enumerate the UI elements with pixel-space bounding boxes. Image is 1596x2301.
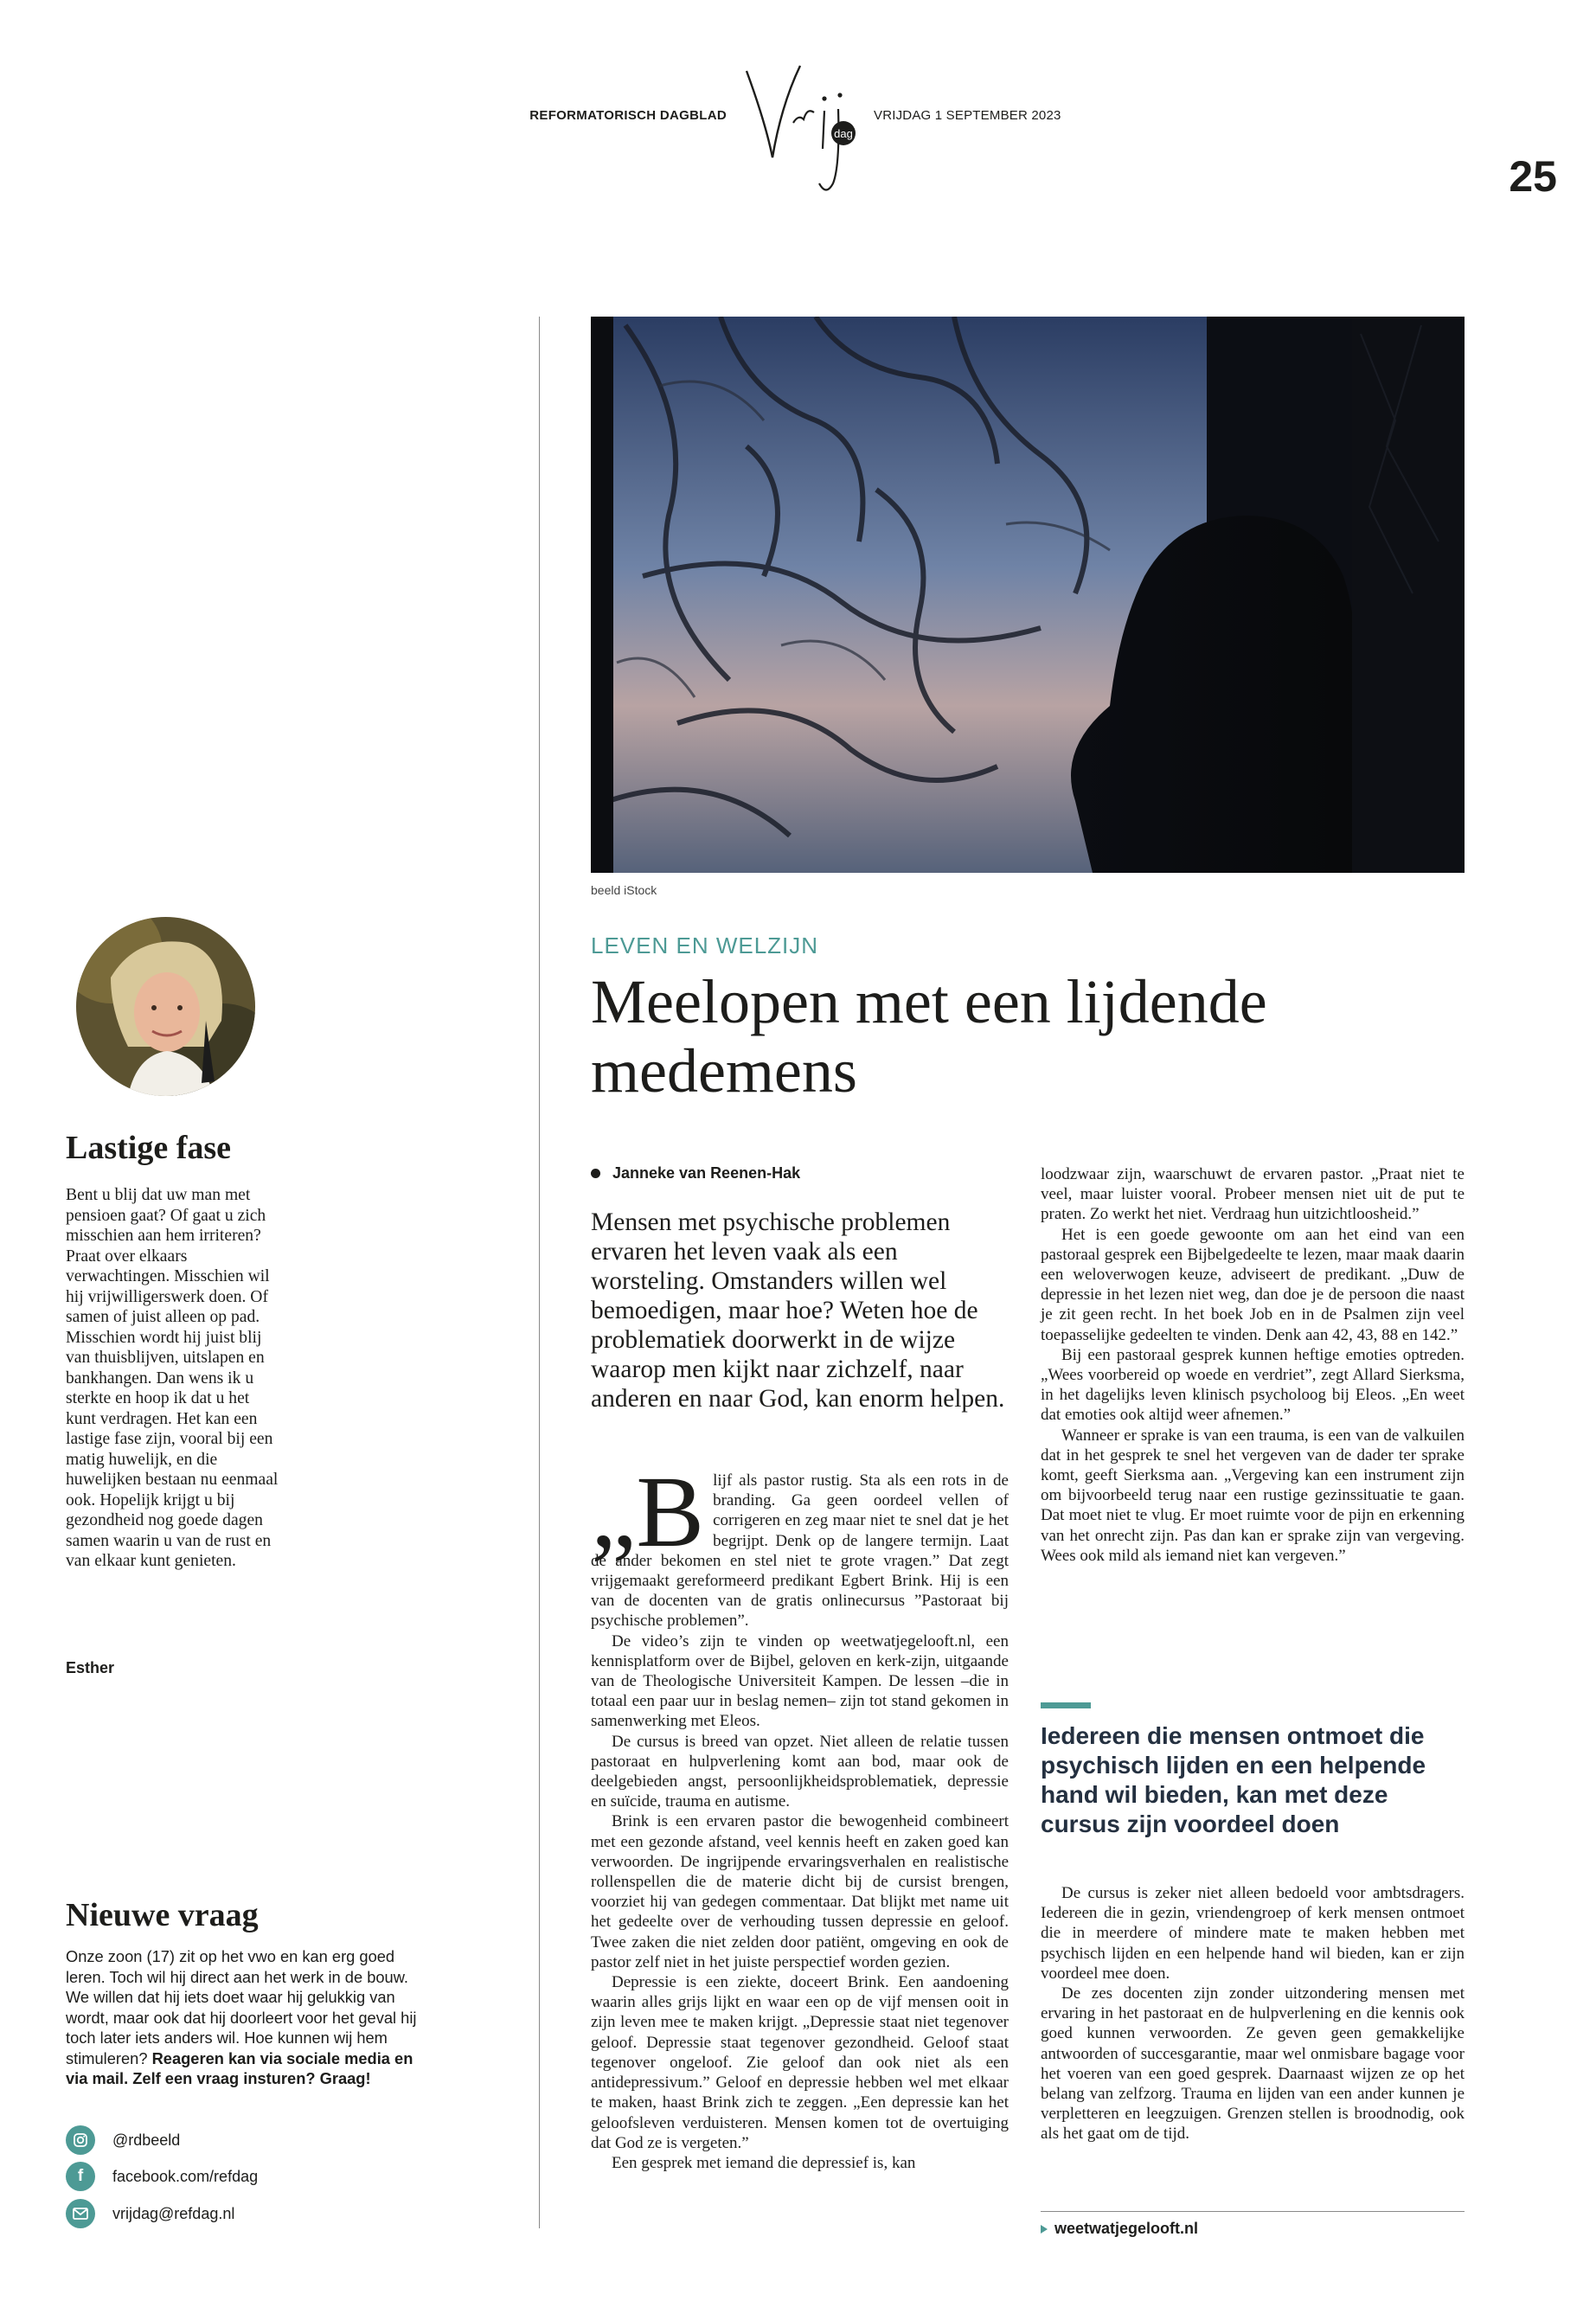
drop-cap: „B <box>591 1455 705 1568</box>
lastige-fase-body: Bent u blij dat uw man met pensioen gaat? Of gaat u zich misschien aan hem irriteren? Praat over elkaars verwachtingen. Misschien wil hij vrijwilligerswerk doen. Of samen of juist alleen op pad. Misschien wordt hij juist blij van thuisblijven, uitslapen en bankhangen. Dan wens ik u sterkte en hoop ik dat u het kunt verdragen. Het kan een lastige fase zijn, vooral bij een matig huwelijk, en die huwelijken bestaan nu eenmaal ook. Hopelijk krijgt u bij gezondheid nog goede dagen samen waarin u van de rust en van elkaar kunt genieten. <box>66 1186 279 1570</box>
nieuwe-vraag-question: Onze zoon (17) zit op het vwo en kan erg goed leren. Toch wil hij direct aan het werk in de bouw. We willen dat hij iets doet waar hij gelukkig van wordt, maar ook dat hij doorleert voor het geval hij toch later iets anders wil. Hoe kunnen wij hem stimuleren? <box>66 1947 417 2067</box>
nieuwe-vraag-title: Nieuwe vraag <box>66 1897 259 1933</box>
byline-bullet <box>591 1169 600 1178</box>
vrij-logo <box>731 54 869 201</box>
contact-mail[interactable] <box>66 2198 412 2229</box>
photo-credit: beeld iStock <box>591 883 657 897</box>
article-paragraph: De video’s zijn te vinden op weetwatjegelooft.nl, een kennisplatform over de Bijbel, geloven en kerk-zijn, uitgaande van de Theologische Universiteit Kampen. De lessen –die in totaal een paar uur in beslag nemen– zijn tot stand gekomen in samenwerking met Eleos. <box>591 1631 1009 1731</box>
mail-icon <box>66 2199 95 2228</box>
article-paragraph: Bij een pastoraal gesprek kunnen heftige emoties optreden. „Wees voorbereid op woede en verdriet”, zegt Allard Sierksma, in het dagelijks leven klinisch psycholoog bij Eleos. „En weet dat emoties ook altijd weer afnemen.” <box>1041 1345 1465 1425</box>
page-number: 25 <box>1509 152 1557 201</box>
article-paragraph: De cursus is breed van opzet. Niet alleen de relatie tussen pastoraat en hulpverlening komt aan bod, maar ook de deelgebieden angst, persoonlijkheidsproblematiek, depressie en suïcide, trauma en autisme. <box>591 1732 1009 1811</box>
nieuwe-vraag-body <box>66 1946 429 2089</box>
article-column-1 <box>591 1455 1009 2173</box>
article-headline: Meelopen met een lijdende medemens <box>591 967 1267 1106</box>
columnist-avatar <box>76 917 255 1096</box>
link-divider <box>1041 2211 1465 2212</box>
quote-accent-bar <box>1041 1702 1091 1708</box>
website-link-text[interactable]: weetwatjegelooft.nl <box>1054 2220 1199 2237</box>
article-paragraph: De cursus is zeker niet alleen bedoeld voor ambtsdragers. Iedereen die in gezin, vriendengroep of kerk mensen ontmoet die in meerdere of mindere mate te maken hebben met psychisch lijden en een helpende hand wil bieden, kan er zijn voordeel mee doen. <box>1041 1884 1465 1983</box>
link-arrow-icon <box>1041 2225 1048 2234</box>
article-paragraph: „Blijf als pastor rustig. Sta als een rots in de branding. Ga geen oordeel vellen of corrigeren en zeg maar niet te snel dat je het begrijpt. Denk op de langere termijn. Laat de ander bekomen en stel niet te grote vragen.” Dat zegt vrijgemaakt gereformeerd predikant Egbert Brink. Hij is een van de docenten van de gratis onlinecursus ”Pastoraat bij psychische problemen”. <box>591 1455 1009 1631</box>
article-column-2 <box>1041 1164 1465 1566</box>
article-paragraph: Wanneer er sprake is van een trauma, is een van de valkuilen dat in het gesprek te snel het vergeven van de dader ter sprake komt, geeft Sierksma aan. „Vergeving kan een instrument zijn om bijvoorbeeld terug naar een rustige gezinssituatie te gaan. Dat moet niet te vlug. Er moet ruimte voor de pijn en erkenning van het onrecht zijn. Pas dan kan er sprake zijn van vergeving. Wees ook mild als iemand niet kan vergeven.” <box>1041 1426 1465 1565</box>
pull-quote: Iedereen die mensen ontmoet die psychisch lijden en een helpende hand wil bieden, kan met deze cursus zijn voordeel doen <box>1041 1722 1426 1837</box>
article-paragraph: Een gesprek met iemand die depressief is, kan <box>612 2153 916 2172</box>
columnist-signature: Esther <box>66 1659 115 1676</box>
column-divider <box>539 317 540 2228</box>
facebook-link[interactable]: facebook.com/refdag <box>112 2167 259 2185</box>
article-byline <box>591 1164 800 1183</box>
article-lead: Mensen met psychische problemen ervaren het leven vaak als een worsteling. Omstanders willen wel bemoedigen, maar hoe? Weten hoe de problematiek doorwerkt in de wijze waarop men kijkt naar zichzelf, naar anderen en naar God, kan enorm helpen. <box>591 1208 1005 1413</box>
facebook-icon: f <box>66 2162 95 2191</box>
article-paragraph: Brink is een ervaren pastor die bewogenheid combineert met een gezonde afstand, veel kennis heeft en zaken goed kan verwoorden. De ingrijpende ervaringsverhalen en realistische rollenspellen die de materie dicht bij de cursist brengen, voorziet hij van gedegen commentaar. Dat blijkt met name uit het gedeelte over de verhouding tussen depressie en geloof. Twee zaken die niet zelden door patiënt, omgeving en ook de pastor zelf niet in het juiste perspectief worden gezien. <box>591 1812 1009 1971</box>
newspaper-name: REFORMATORISCH DAGBLAD <box>529 108 727 123</box>
contact-facebook[interactable] <box>66 2161 412 2192</box>
article-paragraph: Depressie is een ziekte, doceert Brink. Een aandoening waarin alles grijs lijkt en waar een op de vijf mensen ooit in zijn leven mee te maken krijgt. „Depressie staat niet tegenover geloof. Depressie staat tegenover gezondheid. Geloof staat tegenover ongeloof. Zie geloof dan ook niet als een antidepressivum.” Geloof en depressie hebben wel met elkaar te maken, haast Brink zich te zeggen. „Een depressie kan het geloofsleven verduisteren. Mensen komen tot de overtuiging dat God ze is vergeten.” <box>591 1973 1009 2152</box>
byline-author: Janneke van Reenen-Hak <box>612 1164 801 1182</box>
article-paragraph: Het is een goede gewoonte om aan het eind van een pastoraal gesprek een Bijbelgedeelte te lezen, maar maak daarin een weloverwogen keuze, adviseert de predikant. „Duw de depressie in het lezen niet weg, dan doe je de persoon die naast je zit geen recht. In het boek Job en in de Psalmen zijn veel toepasselijke gedeelten te vinden. Denk aan 42, 43, 88 en 142.” <box>1041 1225 1465 1344</box>
article-paragraph: De zes docenten zijn zonder uitzondering mensen met ervaring in het pastoraat en de hulpverlening en die kennis ook goed kunnen verwoorden. Ze geven geen gemakkelijke antwoorden of succesgarantie, maar wel onmisbare bagage voor het voeren van een goed gesprek. Daarnaast wijzen ze op het belang van zelfzorg. Trauma en lijden van een ander kunnen je verpletteren en leegzuigen. Grenzen stellen is broodnodig, ook als het gaat om de tijd. <box>1041 1984 1465 2144</box>
issue-date: VRIJDAG 1 SEPTEMBER 2023 <box>874 108 1061 123</box>
nieuwe-vraag-cta: Reageren kan via sociale media en via mail. Zelf een vraag insturen? Graag! <box>66 2048 413 2087</box>
instagram-handle[interactable]: @rdbeeld <box>112 2131 181 2149</box>
article-paragraph: loodzwaar zijn, waarschuwt de ervaren pastor. „Praat niet te veel, maar luister vooral. Probeer mensen niet uit de put te praten. Zo werkt het niet. Verdraag hun uitzichtloosheid.” <box>1041 1165 1465 1224</box>
instagram-icon <box>66 2125 95 2155</box>
contact-instagram[interactable] <box>66 2125 412 2156</box>
article-rubric: LEVEN EN WELZIJN <box>591 933 819 958</box>
article-column-3 <box>1041 1883 1465 2144</box>
website-link[interactable] <box>1041 2220 1198 2238</box>
mail-address[interactable]: vrijdag@refdag.nl <box>112 2204 235 2222</box>
logo-badge: dag <box>834 127 853 140</box>
article-photo <box>591 317 1465 873</box>
lastige-fase-title: Lastige fase <box>66 1130 232 1166</box>
